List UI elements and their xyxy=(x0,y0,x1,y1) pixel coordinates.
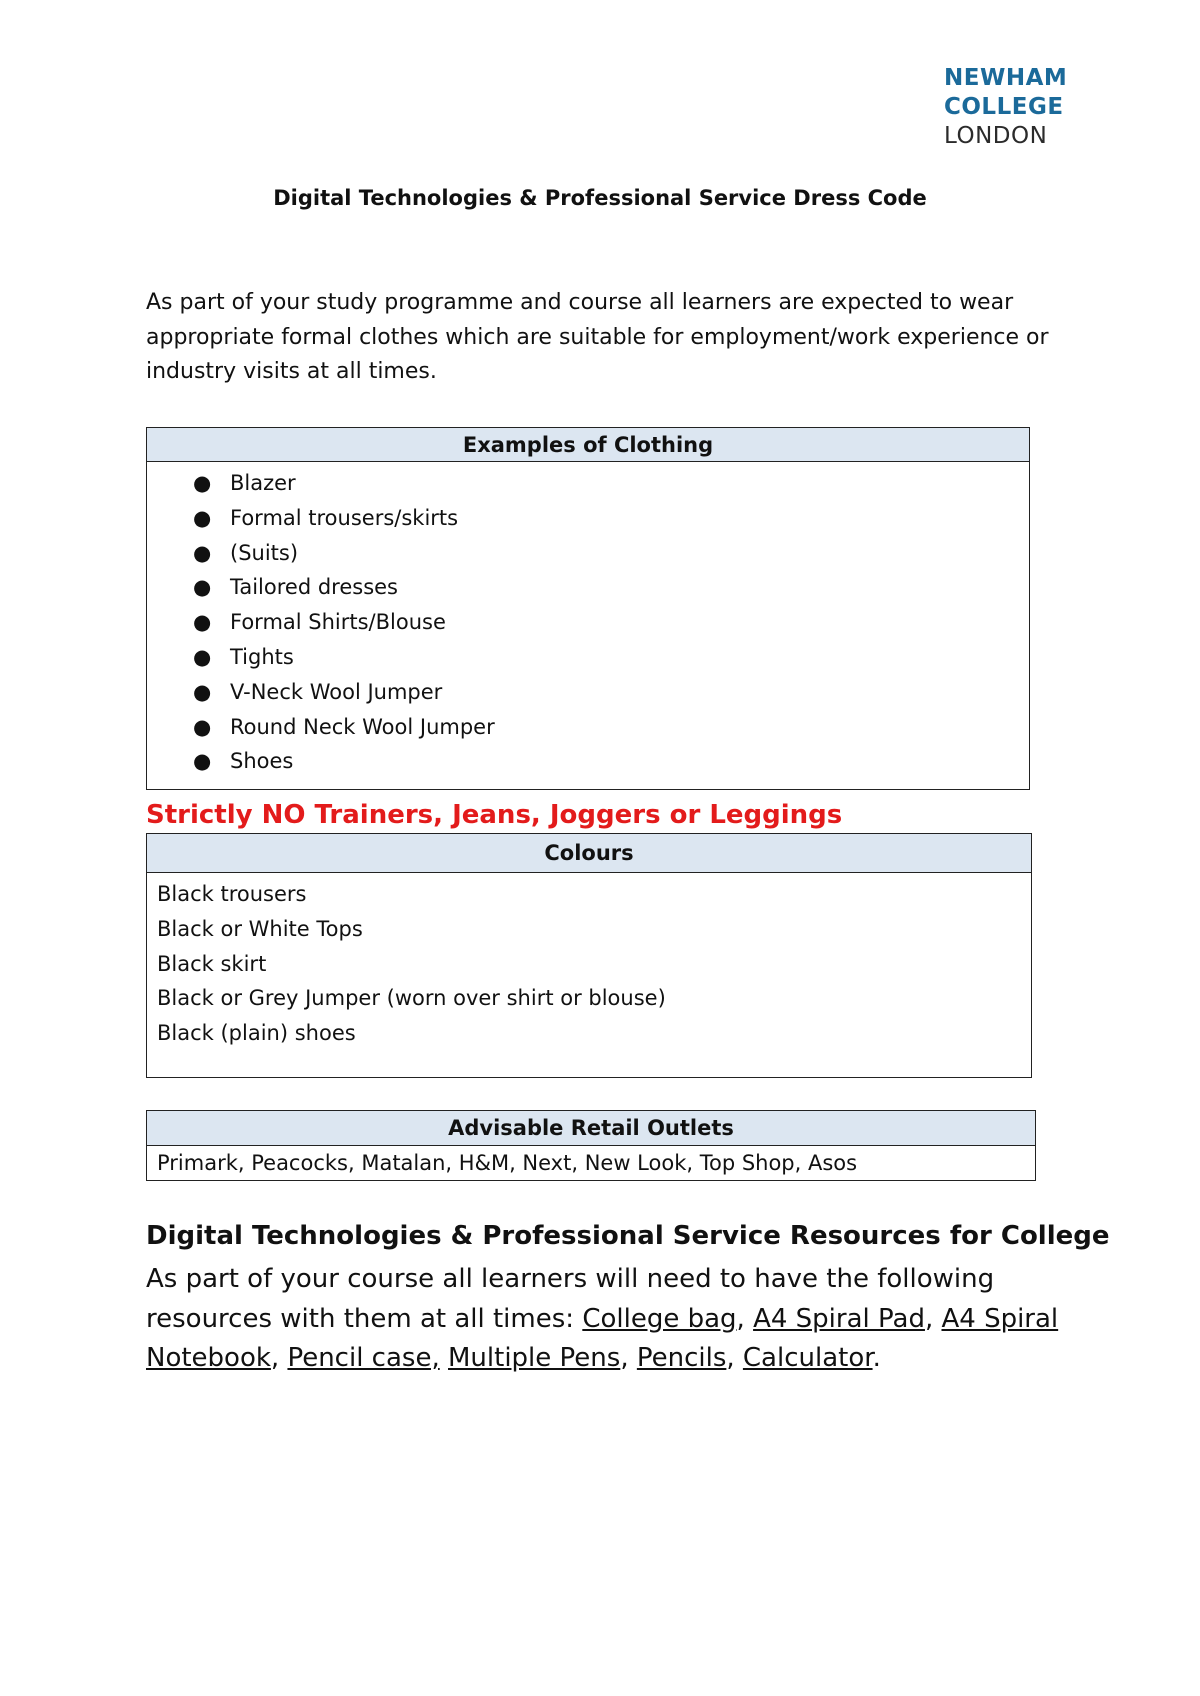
logo-line-1: NEWHAM xyxy=(944,65,1068,91)
list-item-text: Formal Shirts/Blouse xyxy=(230,610,446,635)
college-logo xyxy=(944,64,1067,151)
list-item-text: Tailored dresses xyxy=(230,575,398,600)
colour-item: Black or Grey Jumper (worn over shirt or blouse) xyxy=(157,986,666,1011)
document-title-text: Digital Technologies & Professional Service Dress Code xyxy=(273,186,927,210)
list-item-text: Blazer xyxy=(230,471,296,495)
resource-item: Pencil case, xyxy=(287,1343,440,1373)
clothing-table-cell xyxy=(147,462,1030,790)
outlets-table-header: Advisable Retail Outlets xyxy=(147,1111,1036,1146)
resource-item: College bag xyxy=(582,1303,737,1334)
list-item xyxy=(147,605,1029,640)
bullet-icon: ● xyxy=(193,679,212,704)
colour-item: Black (plain) shoes xyxy=(157,1021,356,1046)
list-item-text: Round Neck Wool Jumper xyxy=(230,714,495,739)
colours-table xyxy=(146,833,1032,1078)
bullet-icon: ● xyxy=(193,610,212,635)
colours-table-header: Colours xyxy=(147,834,1032,873)
list-item-text: (Suits) xyxy=(230,540,299,565)
list-item xyxy=(147,501,1029,536)
outlets-table xyxy=(146,1110,1036,1181)
resources-heading: Digital Technologies & Professional Service Resources for College xyxy=(146,1221,1110,1251)
resource-item: Multiple Pens xyxy=(448,1343,621,1373)
clothing-table xyxy=(146,427,1030,790)
resources-lead: As part of your course all learners will need to have the following resources with them at all times: xyxy=(146,1264,995,1334)
warning-heading: Strictly NO Trainers, Jeans, Joggers or Leggings xyxy=(146,800,843,830)
bullet-icon: ● xyxy=(193,714,212,739)
bullet-icon: ● xyxy=(193,749,212,774)
list-item-text: Formal trousers/skirts xyxy=(230,505,459,530)
logo-line-3: LONDON xyxy=(944,123,1048,149)
list-item xyxy=(147,710,1029,745)
resource-item: Pencils xyxy=(636,1343,727,1373)
list-item-text: Tights xyxy=(230,644,294,669)
resources-end: . xyxy=(872,1343,881,1373)
clothing-list xyxy=(147,466,1029,779)
list-item xyxy=(147,570,1029,605)
intro-paragraph: As part of your study programme and course all learners are expected to wear appropriate formal clothes which are suitable for employment/work experience or industry visits at all times. xyxy=(146,290,1049,384)
list-item xyxy=(147,536,1029,571)
colours-table-cell xyxy=(147,873,1032,1078)
list-item xyxy=(147,744,1029,779)
resource-item: A4 Spiral Pad xyxy=(753,1303,925,1334)
list-item-text: V-Neck Wool Jumper xyxy=(230,679,443,704)
list-item-text: Shoes xyxy=(230,749,294,774)
bullet-icon: ● xyxy=(193,644,212,669)
list-item xyxy=(147,675,1029,710)
bullet-icon: ● xyxy=(193,540,212,565)
colour-item: Black or White Tops xyxy=(157,916,363,941)
resources-paragraph: As part of your course all learners will need to have the following resources with them at all times: College bag, A4 Spiral Pad, A4 Spiral Notebook, Pencil case, Multiple Pens, Pencils, Calculator. xyxy=(146,1264,1059,1373)
colour-item: Black trousers xyxy=(157,882,307,906)
bullet-icon: ● xyxy=(193,575,212,600)
list-item xyxy=(147,466,1029,501)
list-item xyxy=(147,640,1029,675)
bullet-icon: ● xyxy=(193,505,212,530)
colour-item: Black skirt xyxy=(157,951,267,976)
document-title xyxy=(0,186,1200,210)
bullet-icon: ● xyxy=(193,471,212,495)
resource-item: Calculator xyxy=(742,1343,873,1373)
clothing-table-header: Examples of Clothing xyxy=(147,428,1030,462)
logo-line-2: COLLEGE xyxy=(944,94,1064,120)
resource-item: A4 Spiral Notebook xyxy=(146,1303,1059,1373)
outlets-table-value: Primark, Peacocks, Matalan, H&M, Next, New Look, Top Shop, Asos xyxy=(147,1146,1036,1181)
